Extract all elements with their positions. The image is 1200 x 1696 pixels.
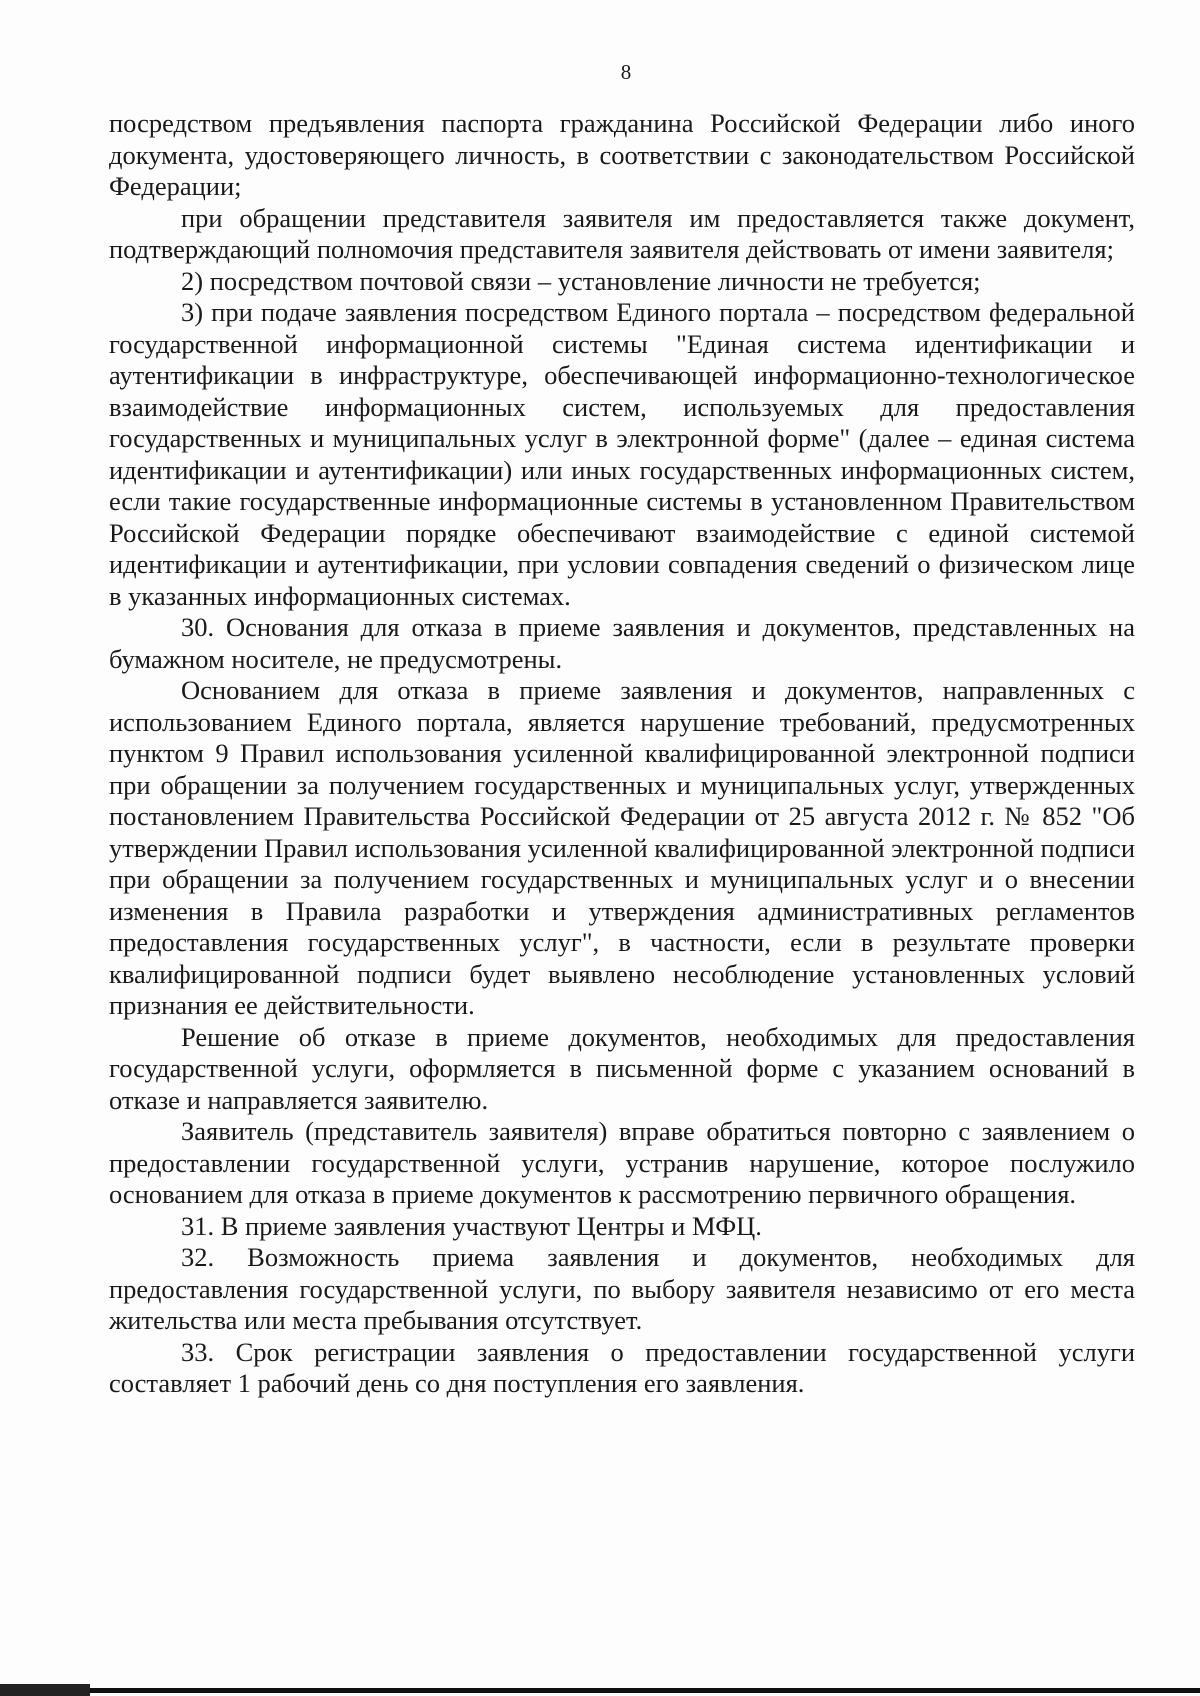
paragraph-representative: при обращении представителя заявителя им предоставляется также документ, подтверждающий полномочия представителя заявителя действовать от имени заявителя; [109, 202, 1135, 264]
paragraph-30: 30. Основания для отказа в приеме заявления и документов, представленных на бумажном носителе, не предусмотрены. [109, 612, 1135, 674]
paragraph-refusal-grounds: Основанием для отказа в приеме заявления и документов, направленных с использованием Единого портала, является нарушение требований, предусмотренных пунктом 9 Правил использования усиленной квалифицированной электронной подписи при обращении за получением государственных и муниципальных услуг, утвержденных постановлением Правительства Российской Федерации от 25 августа 2012 г. № 852 "Об утверждении Правил использования усиленной квалифицированной электронной подписи при обращении за получением государственных и муниципальных услуг и о внесении изменения в Правила разработки и утверждения административных регламентов предоставления государственных услуг", в частности, если в результате проверки квалифицированной подписи будет выявлено несоблюдение установленных условий признания ее действительности. [109, 675, 1135, 1020]
paragraph-refusal-decision: Решение об отказе в приеме документов, необходимых для предоставления государственной услуги, оформляется в письменной форме с указанием оснований в отказе и направляется заявителю. [109, 1021, 1135, 1115]
scan-edge-bottom [0, 1688, 1200, 1693]
paragraph-33: 33. Срок регистрации заявления о предоставлении государственной услуги составляет 1 рабочий день со дня поступления его заявления. [109, 1336, 1135, 1398]
paragraph-item-3-portal: 3) при подаче заявления посредством Единого портала – посредством федеральной государственной информационной системы "Единая система идентификации и аутентификации в инфраструктуре, обеспечивающей информационно-технологическое взаимодействие информационных систем, используемых для предоставления государственных и муниципальных услуг в электронной форме" (далее – единая система идентификации и аутентификации) или иных государственных информационных систем, если такие государственные информационные системы в установленном Правительством Российской Федерации порядке обеспечивают взаимодействие с единой системой идентификации и аутентификации, при условии совпадения сведений о физическом лице в указанных информационных системах. [109, 297, 1135, 611]
document-body [109, 108, 1135, 1400]
paragraph-32: 32. Возможность приема заявления и документов, необходимых для предоставления государственной услуги, по выбору заявителя независимо от его места жительства или места пребывания отсутствует. [109, 1242, 1135, 1335]
paragraph-reapply: Заявитель (представитель заявителя) вправе обратиться повторно с заявлением о предоставлении государственной услуги, устранив нарушение, которое послужило основанием для отказа в приеме документов к рассмотрению первичного обращения. [109, 1116, 1135, 1209]
paragraph-item-2-postal: 2) посредством почтовой связи – установление личности не требуется; [181, 265, 981, 296]
paragraph-identity-passport: посредством предъявления паспорта гражданина Российской Федерации либо иного документа, удостоверяющего личность, в соответствии с законодательством Российской Федерации; [109, 108, 1135, 201]
page-number: 8 [620, 60, 632, 84]
paragraph-31: 31. В приеме заявления участвуют Центры и МФЦ. [181, 1210, 762, 1241]
scan-edge-corner [0, 1684, 90, 1696]
